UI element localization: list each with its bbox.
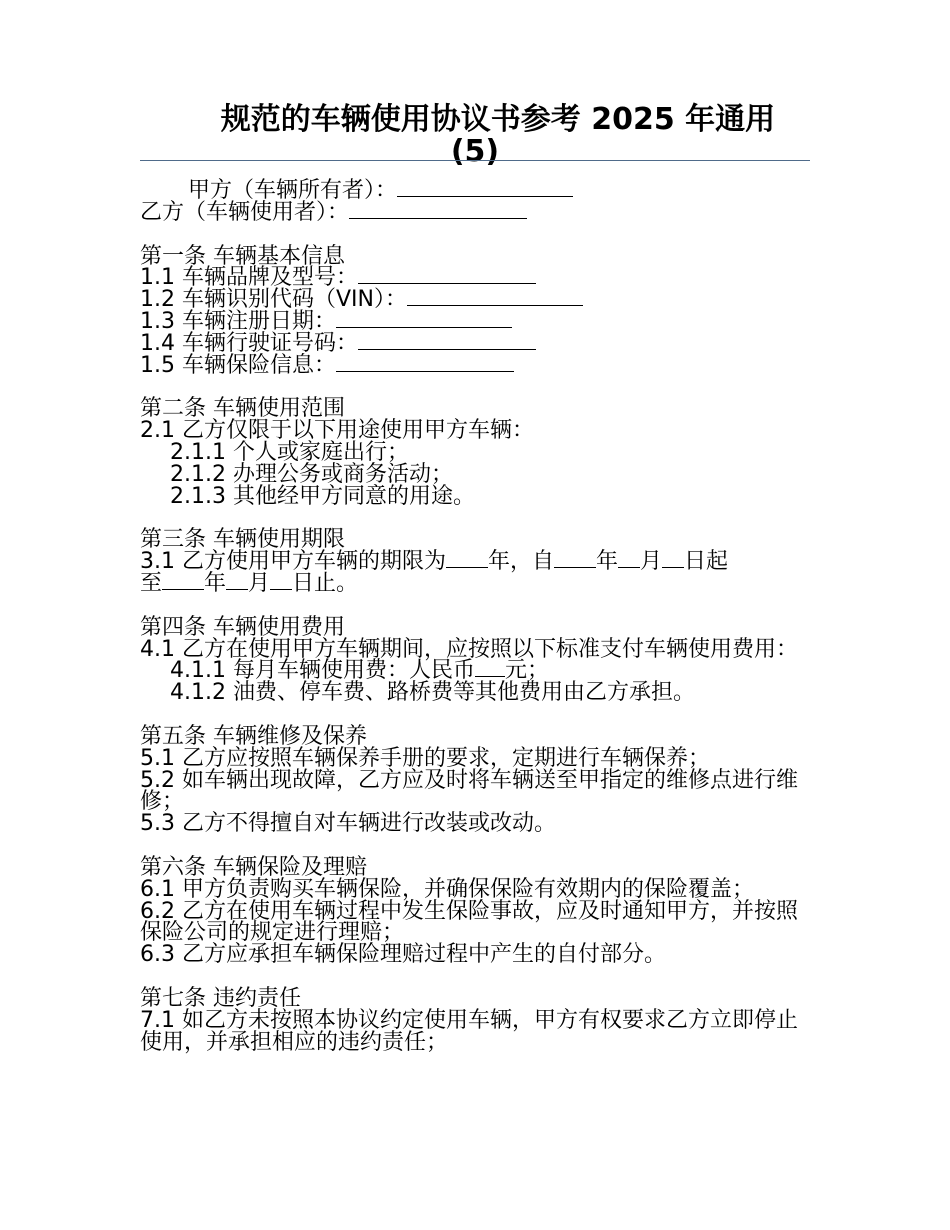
blank-line xyxy=(475,660,505,677)
blank-line xyxy=(662,551,684,568)
article-2-subitem: 2.1.1 个人或家庭出行； xyxy=(170,439,409,465)
blank-line xyxy=(162,573,204,590)
article-1-heading: 第一条 车辆基本信息 xyxy=(140,243,345,269)
blank-line xyxy=(358,267,536,284)
title-line-2: (5) xyxy=(450,134,500,169)
party-b-line: 乙方（车辆使用者）： xyxy=(140,202,820,224)
document-title xyxy=(140,104,810,168)
article-1-item: 1.5 车辆保险信息： xyxy=(140,355,820,377)
blank-line xyxy=(349,202,527,219)
article-6-item: 6.2 乙方在使用车辆过程中发生保险事故，应及时通知甲方，并按照保险公司的规定进行理赔； xyxy=(140,898,798,946)
article-3-item: 3.1 乙方使用甲方车辆的期限为 年，自 年 月 日起 xyxy=(140,549,729,575)
blank-line xyxy=(618,551,640,568)
blank-line xyxy=(554,551,596,568)
article-2-item: 2.1 乙方仅限于以下用途使用甲方车辆： xyxy=(140,418,534,444)
document-body xyxy=(140,180,820,1053)
article-6-item: 6.3 乙方应承担车辆保险理赔过程中产生的自付部分。 xyxy=(140,942,666,968)
article-4-subitem: 4.1.1 每月车辆使用费：人民币 元； xyxy=(170,658,549,684)
blank-line xyxy=(270,573,292,590)
article-4-subitem: 4.1.2 油费、停车费、路桥费等其他费用由乙方承担。 xyxy=(170,680,695,706)
blank-line xyxy=(446,551,488,568)
article-5-item: 5.3 乙方不得擅自对车辆进行改装或改动。 xyxy=(140,811,556,837)
blank-line xyxy=(407,289,583,306)
article-1-item: 1.4 车辆行驶证号码： xyxy=(140,333,820,355)
article-2-subitem: 2.1.2 办理公务或商务活动； xyxy=(170,461,453,487)
article-4-heading: 第四条 车辆使用费用 xyxy=(140,614,345,640)
article-7-heading: 第七条 违约责任 xyxy=(140,985,301,1011)
article-1-item: 1.2 车辆识别代码（VIN）： xyxy=(140,289,820,311)
article-7-item: 7.1 如乙方未按照本协议约定使用车辆，甲方有权要求乙方立即停止使用，并承担相应的违约责任； xyxy=(140,1007,798,1055)
party-a-line: 甲方（车辆所有者）： xyxy=(140,180,820,202)
article-2-heading: 第二条 车辆使用范围 xyxy=(140,396,345,422)
article-6-heading: 第六条 车辆保险及理赔 xyxy=(140,854,367,880)
title-line-1: 规范的车辆使用协议书参考 2025 年通用 xyxy=(220,102,776,137)
article-1-item: 1.1 车辆品牌及型号： xyxy=(140,267,820,289)
article-2-subitem: 2.1.3 其他经甲方同意的用途。 xyxy=(170,483,475,509)
article-5-item: 5.2 如车辆出现故障，乙方应及时将车辆送至甲指定的维修点进行维修； xyxy=(140,767,798,815)
blank-line xyxy=(358,333,536,350)
article-4-item: 4.1 乙方在使用甲方车辆期间，应按照以下标准支付车辆使用费用： xyxy=(140,636,798,662)
article-5-heading: 第五条 车辆维修及保养 xyxy=(140,723,367,749)
article-3-item-cont: 至 年 月 日止。 xyxy=(140,570,359,596)
blank-line xyxy=(226,573,248,590)
article-5-item: 5.1 乙方应按照车辆保养手册的要求，定期进行车辆保养； xyxy=(140,745,710,771)
article-1-item: 1.3 车辆注册日期： xyxy=(140,311,820,333)
blank-line xyxy=(336,311,512,328)
title-divider xyxy=(140,160,810,161)
article-6-item: 6.1 甲方负责购买车辆保险，并确保保险有效期内的保险覆盖； xyxy=(140,876,754,902)
article-3-heading: 第三条 车辆使用期限 xyxy=(140,527,345,553)
blank-line xyxy=(397,180,573,197)
blank-line xyxy=(336,355,514,372)
